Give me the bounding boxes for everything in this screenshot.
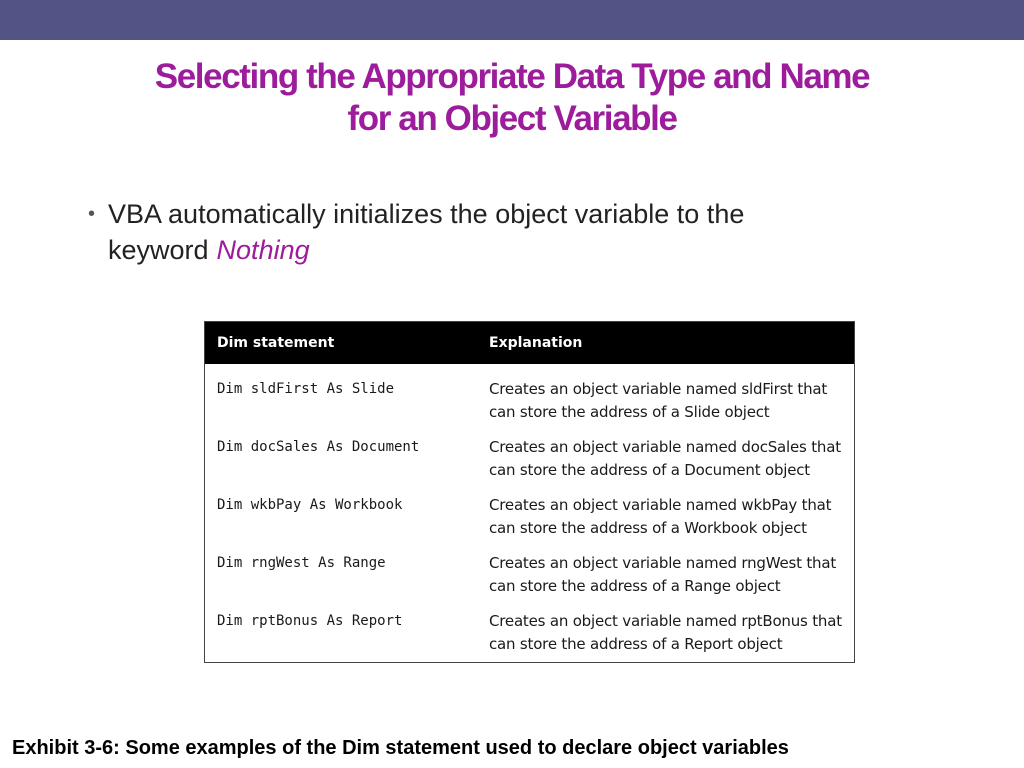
- table-header-row: [205, 322, 855, 365]
- explanation-cell: [477, 436, 855, 494]
- header-dim-statement: Dim statement: [217, 335, 335, 351]
- top-bar: [0, 0, 1024, 40]
- explanation-line: Creates an object variable named docSales that: [489, 438, 841, 456]
- explanation-cell: [477, 494, 855, 552]
- bullet-marker: •: [88, 203, 96, 225]
- dim-statement-cell: Dim rptBonus As Report: [217, 613, 403, 629]
- table-row: [205, 436, 855, 494]
- bullet-point: [88, 196, 888, 268]
- bullet-text-line-2: [108, 232, 888, 268]
- dim-statement-table: [204, 321, 855, 663]
- explanation-line: Creates an object variable named sldFirst that: [489, 380, 828, 398]
- bullet-text-line-1: VBA automatically initializes the object variable to the: [108, 199, 745, 229]
- explanation-cell: [477, 610, 855, 663]
- explanation-line: Creates an object variable named rptBonus that: [489, 612, 842, 630]
- explanation-line: Creates an object variable named wkbPay that: [489, 496, 832, 514]
- explanation-line: can store the address of a Report object: [489, 635, 783, 653]
- explanation-cell: [477, 364, 855, 436]
- table-row: [205, 610, 855, 663]
- slide-title: [40, 56, 984, 140]
- dim-statement-cell: Dim wkbPay As Workbook: [217, 497, 403, 513]
- explanation-line: Creates an object variable named rngWest that: [489, 554, 837, 572]
- slide-title-line-1: Selecting the Appropriate Data Type and Name: [154, 57, 870, 96]
- explanation-line: can store the address of a Range object: [489, 577, 781, 595]
- exhibit-caption: Exhibit 3-6: Some examples of the Dim statement used to declare object variables: [12, 737, 789, 759]
- explanation-line: can store the address of a Document object: [489, 461, 810, 479]
- header-explanation: Explanation: [489, 335, 583, 351]
- dim-statement-cell: Dim docSales As Document: [217, 439, 420, 455]
- table-row: [205, 364, 855, 436]
- bullet-keyword-nothing: Nothing: [216, 235, 310, 265]
- table-row: [205, 494, 855, 552]
- explanation-line: can store the address of a Slide object: [489, 403, 770, 421]
- dim-statement-cell: Dim rngWest As Range: [217, 555, 386, 571]
- table-row: [205, 552, 855, 610]
- bullet-text-keyword-lead: keyword: [108, 235, 209, 265]
- explanation-line: can store the address of a Workbook object: [489, 519, 807, 537]
- slide-title-line-2: for an Object Variable: [347, 99, 677, 138]
- explanation-cell: [477, 552, 855, 610]
- dim-statement-cell: Dim sldFirst As Slide: [217, 381, 395, 397]
